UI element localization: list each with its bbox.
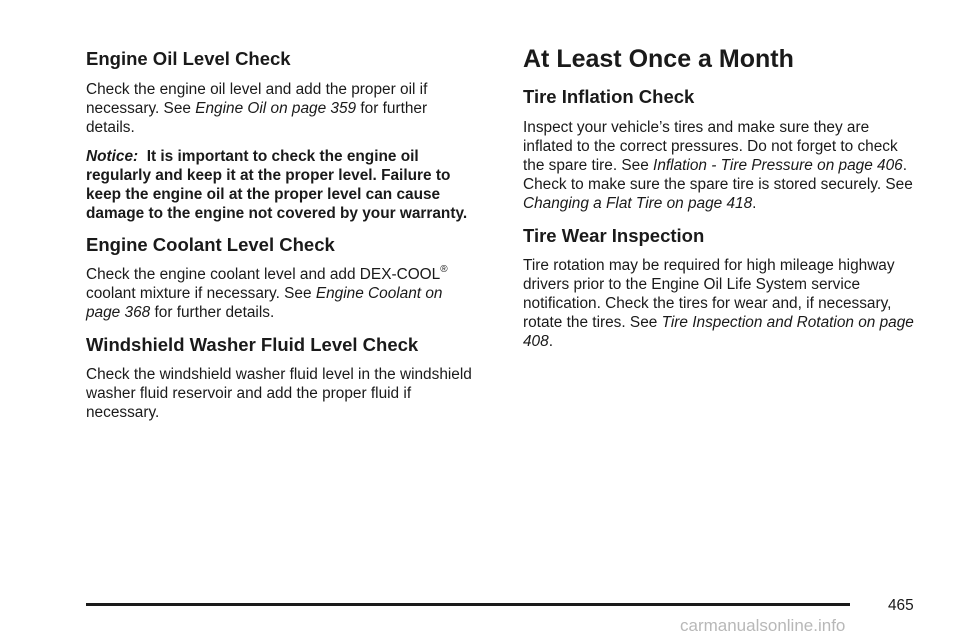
tire-inflation-heading: Tire Inflation Check bbox=[523, 86, 695, 107]
engine-oil-heading: Engine Oil Level Check bbox=[86, 48, 291, 69]
engine-coolant-reference[interactable]: Engine Coolant on page 368 bbox=[86, 285, 443, 321]
tire-inflation-text: Inspect your vehicle’s tires and make sure they are inflated to the correct pressures. Do not forget to check the spare tire. See bbox=[523, 119, 898, 174]
tire-rotation-reference[interactable]: Tire Inspection and Rotation on page 408 bbox=[523, 314, 914, 350]
left-column bbox=[86, 44, 478, 422]
washer-fluid-heading: Windshield Washer Fluid Level Check bbox=[86, 334, 419, 355]
tire-wear-text: Tire rotation may be required for high mileage highway drivers prior to the Engine Oil Life System service notification. Check the tires for wear and, if necessary, rotate the tires. See bbox=[523, 257, 895, 331]
registered-mark: ® bbox=[440, 264, 448, 275]
engine-coolant-text: Check the engine coolant level and add DEX-COOL bbox=[86, 266, 441, 283]
footer-rule bbox=[86, 603, 850, 606]
watermark: carmanualsonline.info bbox=[680, 616, 846, 635]
washer-fluid-paragraph: Check the windshield washer fluid level in the windshield washer fluid reservoir and add the proper fluid if necessary. bbox=[86, 366, 472, 421]
engine-oil-text-end: for further details. bbox=[86, 100, 428, 136]
tire-wear-text-end: . bbox=[548, 333, 553, 350]
tire-wear-paragraph bbox=[523, 256, 923, 351]
section-title: At Least Once a Month bbox=[523, 45, 794, 73]
notice-text: It is important to check the engine oil regularly and keep it at the proper level. Failure to keep the engine oil at the proper level can cause damage to the engine not covered by your warranty. bbox=[86, 148, 468, 222]
inflation-reference[interactable]: Inflation - Tire Pressure on page 406 bbox=[653, 157, 903, 174]
notice-paragraph bbox=[86, 147, 478, 223]
engine-coolant-paragraph bbox=[86, 265, 478, 322]
engine-oil-reference[interactable]: Engine Oil on page 359 bbox=[195, 100, 357, 117]
engine-coolant-text-end: for further details. bbox=[150, 304, 275, 321]
tire-inflation-text-mid: . Check to make sure the spare tire is stored securely. See bbox=[523, 157, 913, 193]
engine-oil-text: Check the engine oil level and add the proper oil if necessary. See bbox=[86, 81, 428, 117]
right-column bbox=[523, 44, 923, 351]
flat-tire-reference[interactable]: Changing a Flat Tire on page 418 bbox=[523, 195, 753, 212]
page-number: 465 bbox=[888, 597, 914, 614]
tire-wear-heading: Tire Wear Inspection bbox=[523, 225, 705, 246]
engine-oil-paragraph bbox=[86, 80, 478, 137]
engine-coolant-heading: Engine Coolant Level Check bbox=[86, 234, 335, 255]
tire-inflation-text-end: . bbox=[752, 195, 757, 212]
engine-coolant-text-mid: coolant mixture if necessary. See bbox=[86, 285, 316, 302]
notice-label: Notice: bbox=[86, 148, 139, 165]
tire-inflation-paragraph bbox=[523, 118, 923, 213]
